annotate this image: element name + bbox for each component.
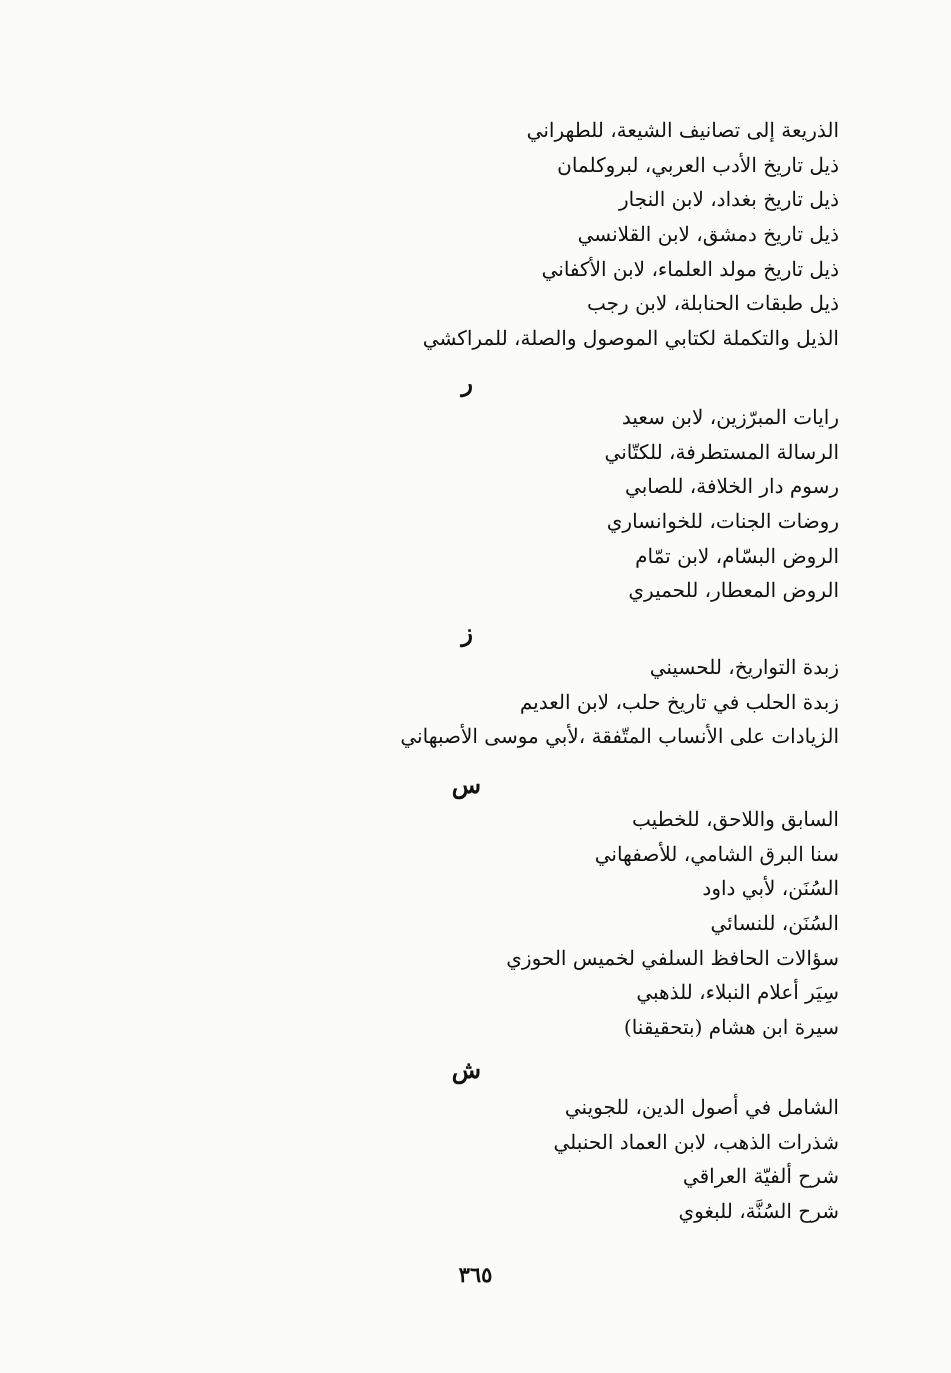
section-shin: [554, 1090, 840, 1229]
list-item: ذيل طبقات الحنابلة، لابن رجب: [587, 291, 839, 316]
section-letter-shin: ش: [451, 1055, 481, 1084]
list-item: شرح السُنَّة، للبغوي: [678, 1199, 839, 1224]
list-item: شرح ألفيّة العراقي: [682, 1164, 839, 1189]
list-item: الشامل في أصول الدين، للجويني: [564, 1095, 839, 1119]
list-item: الزيادات على الأنساب المتّفقة ،لأبي موسى الأصبهاني: [400, 724, 839, 749]
list-item: السُنَن، للنسائي: [710, 911, 839, 936]
list-item: الذريعة إلى تصانيف الشيعة، للطهراني: [526, 118, 839, 142]
list-item: السُنَن، لأبي داود: [702, 876, 839, 901]
list-item: الذيل والتكملة لكتابي الموصول والصلة، للمراكشي: [422, 326, 839, 351]
list-item: الروض البسّام، لابن تمّام: [635, 543, 839, 568]
list-item: سنا البرق الشامي، للأصفهاني: [594, 841, 839, 866]
section-sin: [506, 802, 839, 1045]
list-item: روضات الجنات، للخوانساري: [606, 509, 839, 534]
list-item: ذيل تاريخ دمشق، لابن القلانسي: [577, 222, 839, 247]
section-letter-sin: س: [451, 770, 481, 799]
list-item: شذرات الذهب، لابن العماد الحنبلي: [553, 1129, 839, 1154]
list-item: ذيل تاريخ مولد العلماء، لابن الأكفاني: [541, 256, 839, 281]
list-item: زبدة التواريخ، للحسيني: [649, 655, 839, 679]
list-item: ذيل تاريخ الأدب العربي، لبروكلمان: [557, 152, 839, 177]
list-item: السابق واللاحق، للخطيب: [632, 807, 839, 831]
section-ra: [605, 400, 839, 608]
list-item: ذيل تاريخ بغداد، لابن النجار: [618, 187, 839, 212]
section-dhal-continued: [423, 113, 839, 356]
list-item: الروض المعطار، للحميري: [628, 578, 839, 603]
section-zay: [400, 650, 839, 754]
list-item: سؤالات الحافظ السلفي لخميس الحوزي: [506, 945, 839, 970]
section-letter-zay: ز: [461, 618, 473, 647]
section-letter-ra: ر: [461, 368, 473, 397]
list-item: سِيَر أعلام النبلاء، للذهبي: [636, 980, 839, 1005]
page-number: ٣٦٥: [458, 1262, 493, 1287]
list-item: رسوم دار الخلافة، للصابي: [625, 474, 839, 499]
list-item: زبدة الحلب في تاريخ حلب، لابن العديم: [519, 689, 839, 714]
list-item: سيرة ابن هشام (بتحقيقنا): [623, 1015, 839, 1040]
list-item: رايات المبرّزين، لابن سعيد: [621, 405, 839, 429]
list-item: الرسالة المستطرفة، للكتّاني: [604, 439, 839, 464]
